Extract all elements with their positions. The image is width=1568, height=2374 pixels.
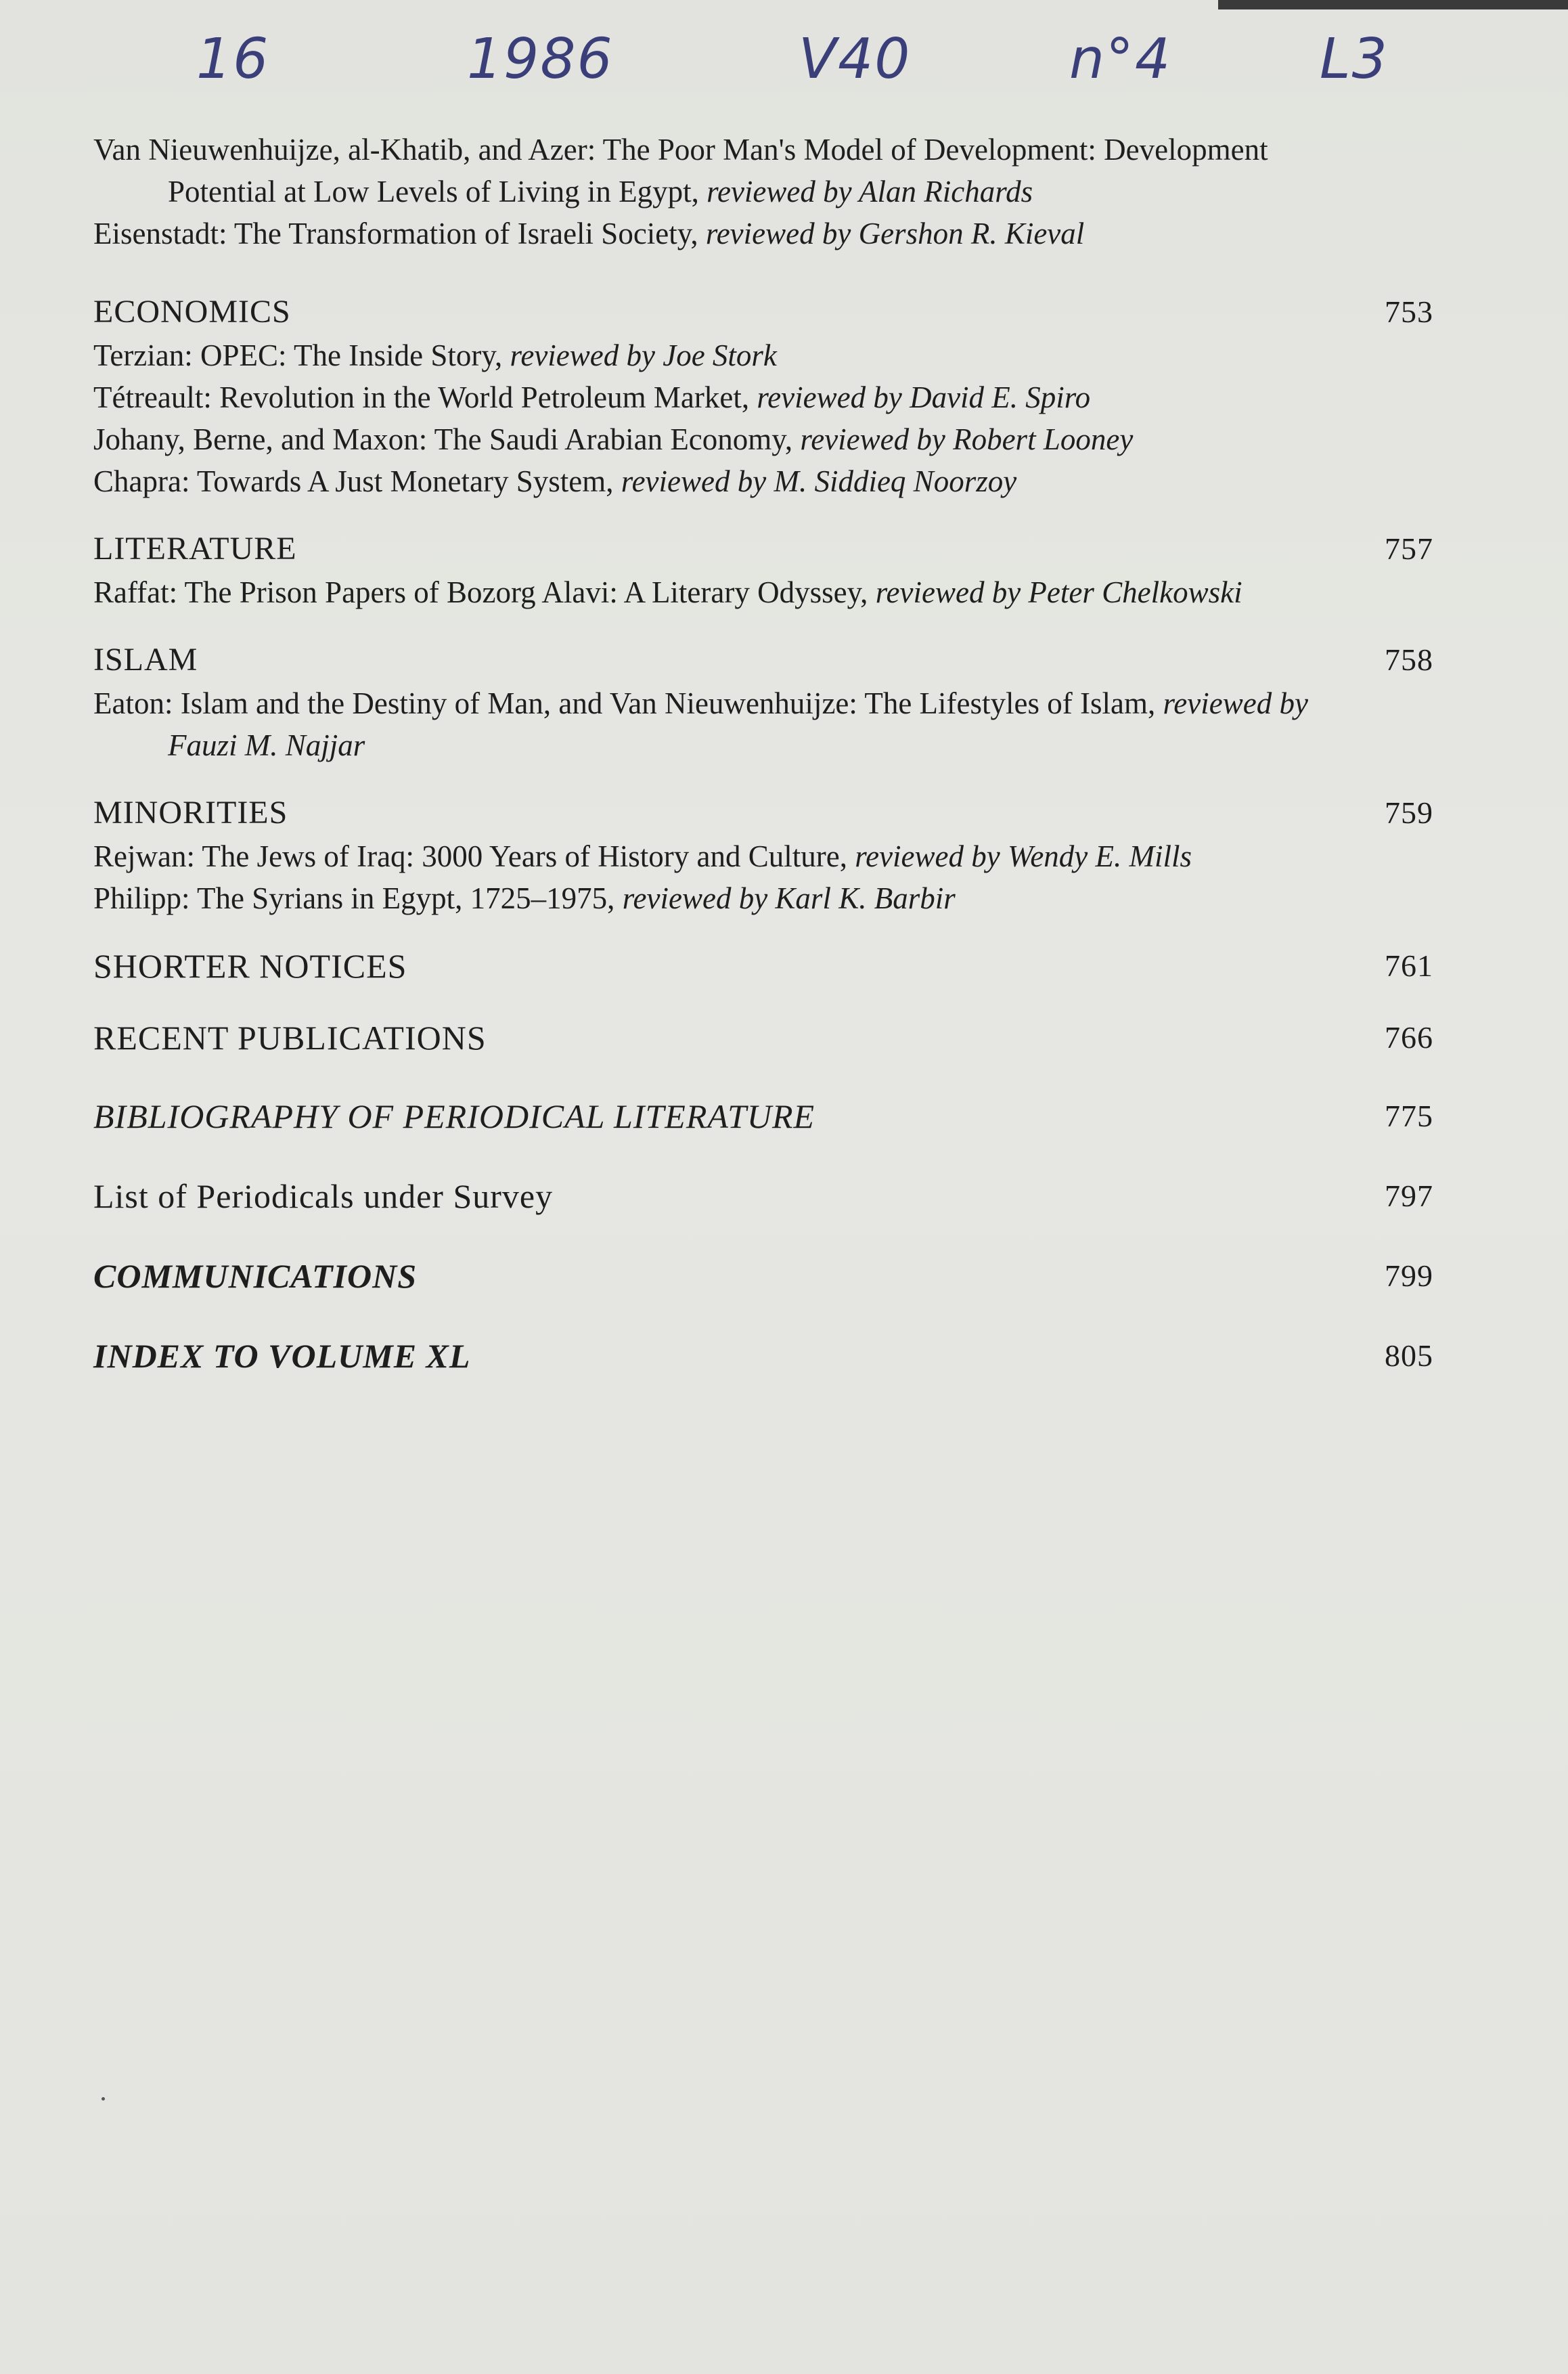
entry-title: Chapra: Towards A Just Monetary System, [93, 464, 621, 498]
section-literature [93, 527, 1433, 613]
heading-page-number: 775 [1385, 1099, 1433, 1133]
ink-speck [102, 2097, 105, 2101]
toc-entry [93, 376, 1379, 418]
entry-title: Raffat: The Prison Papers of Bozorg Alavi: A Literary Odyssey, [93, 575, 876, 609]
entry-title: Van Nieuwenhuijze, al-Khatib, and Azer: The Poor Man's Model of Development: Development Potential at Low Levels of Living in Egypt, [93, 133, 1268, 208]
section-title: LITERATURE [93, 531, 297, 567]
heading-title: BIBLIOGRAPHY OF PERIODICAL LITERATURE [93, 1097, 815, 1135]
handwritten-issue: n°4 [1069, 27, 1172, 91]
heading-page-number: 799 [1385, 1258, 1433, 1293]
toc-heading-periodicals-list [93, 1174, 1433, 1218]
entry-reviewer: reviewed by Karl K. Barbir [622, 881, 956, 915]
heading-page-number: 797 [1385, 1179, 1433, 1213]
toc-entry [93, 835, 1379, 877]
toc-heading-shorter-notices [93, 944, 1433, 988]
section-minorities [93, 791, 1433, 919]
toc-entry [93, 571, 1379, 613]
section-back-matter [93, 944, 1433, 1378]
section-heading [93, 527, 1433, 571]
section-page-number: 759 [1385, 795, 1433, 830]
entry-title: Terzian: OPEC: The Inside Story, [93, 338, 510, 372]
entry-reviewer: reviewed by Robert Looney [800, 422, 1134, 456]
page-edge-shadow [1218, 0, 1568, 9]
section-page-number: 753 [1385, 294, 1433, 329]
entry-reviewer: reviewed by Joe Stork [510, 338, 777, 372]
heading-title: RECENT PUBLICATIONS [93, 1019, 487, 1057]
entry-reviewer: reviewed by Wendy E. Mills [855, 839, 1192, 873]
heading-title: COMMUNICATIONS [93, 1257, 418, 1295]
entry-reviewer: reviewed by Gershon R. Kieval [705, 217, 1085, 250]
heading-page-number: 761 [1385, 948, 1433, 983]
section-page-number: 757 [1385, 531, 1433, 566]
toc-entry [93, 129, 1379, 213]
heading-title: List of Periodicals under Survey [93, 1177, 554, 1215]
entry-title: Philipp: The Syrians in Egypt, 1725–1975, [93, 881, 623, 915]
section-heading [93, 791, 1433, 835]
entry-reviewer: reviewed by Fauzi M. Najjar [168, 686, 1308, 762]
entry-title: Rejwan: The Jews of Iraq: 3000 Years of History and Culture, [93, 839, 855, 873]
toc-entry [93, 334, 1379, 376]
toc-heading-index [93, 1334, 1433, 1378]
entry-title: Tétreault: Revolution in the World Petroleum Market, [93, 380, 757, 414]
handwritten-volume: V40 [799, 27, 912, 91]
handwritten-year: 1986 [467, 27, 614, 91]
section-islam [93, 638, 1433, 766]
section-page-number: 758 [1385, 642, 1433, 677]
section-heading [93, 290, 1433, 334]
handwritten-code: L3 [1320, 27, 1389, 91]
heading-title: INDEX TO VOLUME XL [93, 1337, 471, 1375]
entry-title: Johany, Berne, and Maxon: The Saudi Arabian Economy, [93, 422, 801, 456]
section-title: ISLAM [93, 642, 198, 678]
entry-reviewer: reviewed by David E. Spiro [757, 380, 1091, 414]
toc-heading-communications [93, 1254, 1433, 1298]
toc-heading-recent-publications [93, 1015, 1433, 1060]
section-heading [93, 638, 1433, 682]
heading-page-number: 766 [1385, 1020, 1433, 1055]
heading-title: SHORTER NOTICES [93, 947, 407, 985]
toc-entry [93, 682, 1379, 766]
entry-reviewer: reviewed by M. Siddieq Noorzoy [621, 464, 1017, 498]
heading-page-number: 805 [1385, 1338, 1433, 1373]
entry-reviewer: reviewed by Alan Richards [707, 175, 1033, 208]
toc-entry [93, 418, 1379, 460]
table-of-contents [93, 129, 1433, 1378]
toc-heading-bibliography [93, 1094, 1433, 1139]
section-title: ECONOMICS [93, 294, 291, 330]
handwritten-number: 16 [196, 27, 270, 91]
section-economics [93, 290, 1433, 502]
entry-reviewer: reviewed by Peter Chelkowski [875, 575, 1242, 609]
toc-entry [93, 877, 1379, 919]
toc-entry [93, 460, 1379, 502]
section-title: MINORITIES [93, 795, 288, 831]
toc-entry [93, 213, 1379, 255]
entry-title: Eisenstadt: The Transformation of Israeli Society, [93, 217, 706, 250]
entry-title: Eaton: Islam and the Destiny of Man, and Van Nieuwenhuijze: The Lifestyles of Islam, [93, 686, 1163, 720]
